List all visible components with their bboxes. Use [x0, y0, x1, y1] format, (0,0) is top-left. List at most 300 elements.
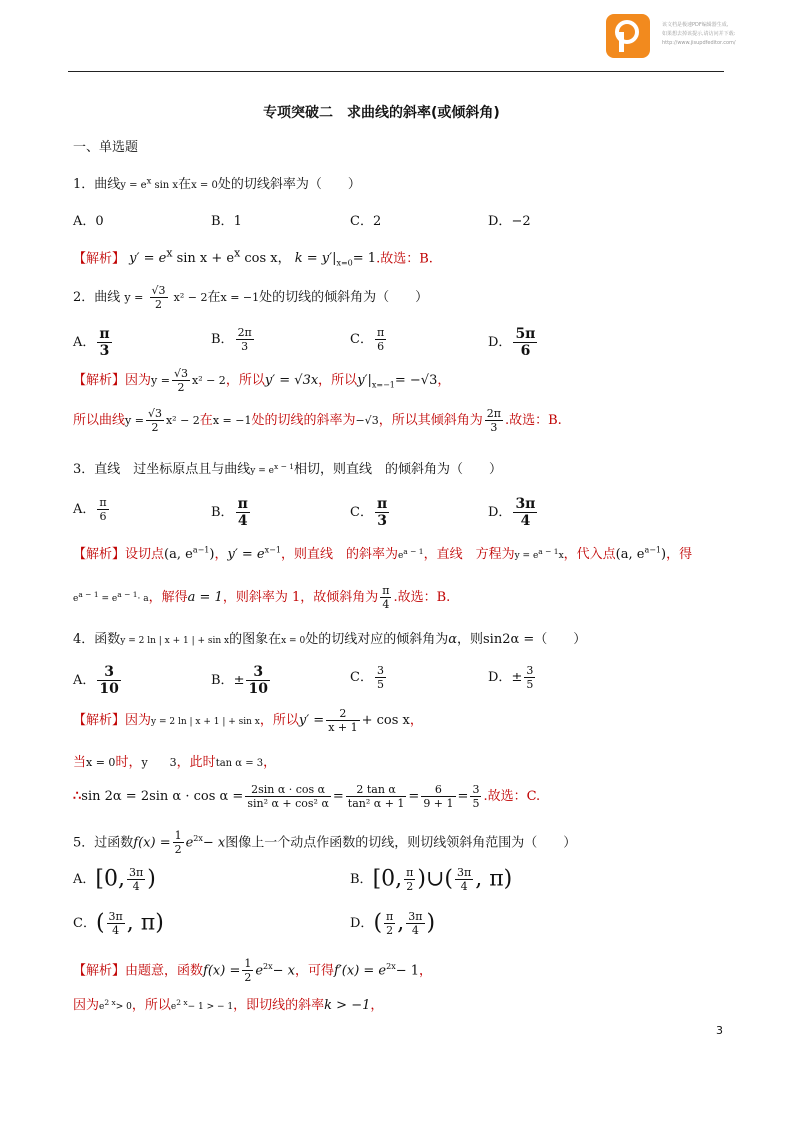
q4-stem-e: sin2α = [483, 632, 535, 647]
q2-b-num: 2π [237, 326, 252, 339]
q4-stem-b: 的图象在 [229, 632, 282, 647]
q1-ana-1: y′ = e [129, 251, 167, 267]
q5-ana-5: ，可得 [295, 963, 335, 979]
logo-stem [619, 32, 624, 52]
q3-ana-5: y′ = e [227, 547, 265, 562]
q4-l3-frac4 [470, 783, 481, 810]
q2-stem-rest: x² − 2 [173, 291, 208, 304]
q3-ana-5sup: x−1 [264, 545, 281, 555]
q2-option-a[interactable] [73, 326, 114, 359]
q4-l3-f4-num: 3 [472, 783, 480, 796]
q3-a-num: π [99, 496, 107, 509]
q5-a-frac [127, 866, 145, 893]
q2-ana-6: y′| [357, 373, 372, 388]
q5-a-label: A． [73, 872, 96, 887]
q3-analysis-line1 [73, 543, 692, 562]
q3-l2-eq [73, 590, 149, 604]
q2-d-frac [513, 326, 537, 359]
q4-stem-c: 处的切线对应的倾斜角为 [305, 632, 449, 647]
q5-ana-4: − x [272, 963, 296, 979]
q2-x0: x = −1 [220, 291, 260, 304]
q5-analysis-line2 [73, 994, 383, 1013]
q1-d-value: −2 [511, 214, 531, 229]
q1-b-label: B． [211, 214, 234, 229]
q5-option-b[interactable] [350, 866, 512, 893]
q3-stem-a: 3．直线 过坐标原点且与曲线 [73, 462, 251, 477]
q4-l3-eq3: = [457, 789, 469, 804]
q5-d-num2: 3π [408, 910, 423, 923]
section-heading: 一、单选题 [73, 140, 139, 155]
q3-ana-line-eq [514, 547, 564, 561]
q5-d-num: π [386, 910, 394, 923]
q2-b-frac [236, 326, 254, 353]
q4-c-frac [375, 664, 386, 691]
q5-b-num2: 3π [456, 866, 472, 879]
q4-l3-eq1: = [332, 789, 344, 804]
q3-ana-10: x [558, 551, 564, 561]
q4-l3-b: sin 2α = 2sin α · cos α = [81, 789, 244, 804]
q1-c-label: C． [350, 214, 373, 229]
q4-l3-f3-num: 6 [421, 783, 455, 797]
q4-l3-f3-den: 9 + 1 [423, 797, 454, 810]
q4-ana-1: 因为 [125, 713, 152, 728]
q3-l2-frac [380, 584, 391, 611]
q3-ana-point1 [164, 547, 214, 562]
q3-ana-13: ) [661, 547, 667, 562]
q2-ana-4: y′ = √3x [264, 373, 319, 388]
q3-ana-12sup: a−1 [644, 545, 662, 555]
q5-stem-frac [173, 829, 184, 856]
q5-ana-frac-den: 2 [244, 971, 252, 985]
q4-l2-f: tan α = 3 [215, 758, 264, 769]
q4-ana-2: y = 2 ln | x + 1 | + sin x [151, 717, 260, 727]
q4-l3-f2-den: tan² α + 1 [347, 797, 405, 810]
q1-option-b[interactable] [211, 210, 242, 229]
q4-l3-frac2 [346, 783, 407, 810]
q3-ana-9: y = e [514, 551, 539, 561]
q5-ana-2: f(x) = [203, 963, 241, 979]
q4-stem-f: （ ） [534, 632, 587, 647]
q4-stem-a: 4．函数 [73, 632, 121, 647]
q5-option-a[interactable] [73, 866, 156, 893]
q1-option-d[interactable] [488, 210, 531, 229]
q1-ana-6: .故选：B. [376, 251, 433, 267]
q5-d-close: ) [426, 910, 436, 936]
q4-l2-b: x = 0 [86, 756, 116, 769]
q3-stem [73, 458, 502, 477]
q2-l2-frac2-num: 2π [486, 407, 501, 420]
q1-ana-4: k = y′| [294, 251, 337, 267]
q5-l2-d: ，所以 [131, 998, 171, 1013]
q4-option-d[interactable] [488, 664, 537, 691]
q2-ana-2: x² − 2 [191, 374, 226, 387]
q2-stem-b: 在 [207, 290, 221, 305]
q5-l2-f: − 1 > − 1 [187, 1002, 234, 1012]
q2-ana-label: 【解析】 [73, 373, 126, 388]
page-title: 专项突破二 求曲线的斜率(或倾斜角) [263, 105, 500, 121]
q5-l2-esup: 2 x [176, 998, 188, 1007]
q4-l3-frac3 [421, 783, 455, 810]
q3-ana-14: ，得 [666, 547, 693, 562]
q3-l2-asup: a − 1 [78, 590, 99, 599]
q2-ana-8: ， [437, 373, 451, 388]
q2-c-num: π [376, 326, 385, 339]
q3-ana-7: e [397, 551, 404, 561]
q5-option-d[interactable] [350, 910, 435, 937]
q5-c-label: C． [73, 916, 96, 931]
q2-l2-c: 在 [199, 413, 213, 428]
q4-stem [73, 628, 586, 647]
q1-analysis [73, 247, 433, 268]
q4-option-b[interactable] [211, 664, 272, 697]
q4-a-den: 10 [99, 681, 119, 697]
q1-ana-5: = 1 [352, 251, 377, 267]
q3-d-num: 3π [515, 496, 536, 512]
q3-ana-slope [397, 547, 424, 561]
q5-stem-esup: 2x [193, 834, 203, 843]
q3-ana-4: ， [214, 547, 228, 562]
q4-c-label: C． [350, 670, 373, 685]
q4-ana-6: ， [409, 713, 423, 728]
q4-d-den: 5 [526, 678, 534, 691]
q5-d-den2: 4 [411, 924, 419, 937]
q3-l2-f: ，则斜率为 1，故倾斜角为 [222, 590, 379, 605]
q5-ana-8: ， [419, 963, 433, 979]
q3-option-c[interactable] [350, 496, 391, 529]
q5-ana-6sup: 2x [386, 962, 396, 971]
q5-ana-label: 【解析】 [73, 963, 126, 979]
q2-l2-frac [146, 407, 164, 434]
q5-a-num: 3π [128, 866, 144, 879]
q2-ana-5: ，所以 [318, 373, 358, 388]
q5-ana-3sup: 2x [263, 962, 273, 971]
q3-stem-b: 相切，则直线 的倾斜角为（ ） [294, 462, 503, 477]
q5-d-open: ( [373, 910, 383, 936]
q5-ana-6: f′(x) = e [334, 963, 387, 979]
q5-c-den: 4 [112, 924, 120, 937]
q5-l2-b: e [99, 1002, 105, 1012]
q1-ana-2: sin x + e [176, 251, 235, 267]
q3-b-frac [236, 496, 250, 529]
q3-ana-6: ，则直线 的斜率为 [280, 547, 398, 562]
q4-l3-f2-num: 2 tan α [346, 783, 407, 797]
q3-ana-8: ，直线 方程为 [423, 547, 515, 562]
q2-d-den: 6 [520, 343, 531, 359]
q3-ana-1: 设切点 [125, 547, 165, 562]
q3-c-label: C． [350, 505, 373, 520]
q5-l2-bsup: 2 x [104, 998, 116, 1007]
q1-x0: x = 0 [191, 180, 218, 191]
q4-ana-5: + cos x [361, 713, 410, 728]
q2-l2-g: .故选：B. [504, 413, 562, 428]
q2-b-den: 3 [241, 340, 249, 353]
q3-d-label: D． [488, 505, 512, 520]
q5-stem-e: e [185, 835, 194, 851]
q3-l2-d: ，解得 [148, 590, 188, 605]
q3-option-b[interactable] [211, 496, 252, 529]
q3-d-den: 4 [520, 513, 531, 529]
q1-ana-3: cos x， [244, 251, 291, 267]
q3-b-den: 4 [237, 513, 248, 529]
q1-stem-b: 在 [178, 177, 192, 192]
q4-ana-4: y′ = [298, 713, 325, 728]
q2-b-label: B． [211, 332, 234, 347]
q1-option-a[interactable] [73, 210, 104, 229]
q5-b-num: π [406, 866, 414, 879]
q4-d-pm: ± [511, 670, 523, 685]
q4-l2-d: y 3 [141, 756, 177, 769]
q3-l2-b: = e [98, 594, 118, 604]
q3-l2-frac-num: π [382, 584, 390, 597]
q4-option-a[interactable] [73, 664, 123, 697]
q5-l2-h: k > −1 [324, 998, 371, 1013]
q4-b-num: 3 [246, 664, 269, 681]
q3-ana-deriv [227, 547, 280, 562]
q2-ana-frac [172, 367, 190, 394]
q5-b-mid: )∪( [417, 866, 453, 892]
q5-stem-b: 图像上一个动点作函数的切线，则切线领斜角范围为（ ） [225, 835, 577, 851]
q2-analysis-line2 [73, 406, 562, 436]
q5-c-num: 3π [108, 910, 123, 923]
q1-ana-4sub: x=0 [336, 258, 353, 268]
q2-a-label: A． [73, 335, 96, 350]
q2-option-b[interactable] [211, 326, 256, 353]
q5-b-frac2 [455, 866, 473, 893]
q2-c-frac [375, 326, 386, 353]
q4-ana-frac-num: 2 [326, 707, 359, 721]
q4-ana-frac-den: x + 1 [328, 721, 358, 734]
q5-stem-frac-den: 2 [174, 843, 182, 857]
q1-b-value: 1 [233, 214, 242, 229]
q4-l2-e: ，此时 [176, 755, 216, 770]
q2-option-d[interactable] [488, 326, 539, 359]
q3-option-d[interactable] [488, 496, 539, 529]
q2-l2-frac2-den: 3 [490, 421, 498, 434]
q5-analysis-line1 [73, 952, 432, 986]
q5-ana-3: e [255, 963, 264, 979]
q4-ana-3: ，所以 [259, 713, 299, 728]
q2-l2-a: 所以曲线 [73, 413, 126, 428]
q3-expr: y = e [250, 466, 274, 476]
q3-a-frac [97, 496, 108, 523]
q5-b-den2: 4 [460, 880, 468, 893]
q3-d-frac [513, 496, 537, 529]
q2-l2-frac2 [485, 407, 503, 434]
q3-a-den: 6 [99, 510, 107, 523]
q5-l2-g: ，即切线的斜率 [233, 998, 325, 1013]
q3-b-num: π [237, 496, 248, 512]
q1-stem-a: 1．曲线 [73, 177, 121, 192]
q2-stem-frac-den: 2 [155, 298, 162, 311]
q4-d-frac [524, 664, 535, 691]
q2-ana-7: = −√3 [394, 373, 438, 388]
header-note-1: 该文档是极速PDF编辑器生成, [662, 22, 729, 28]
q3-ana-12: (a, e [615, 547, 645, 562]
q5-c-open: ( [95, 910, 105, 936]
q4-l3-f1-num: 2sin α · cos α [245, 783, 331, 797]
q4-ana-frac [326, 707, 359, 734]
q3-ana-2sup: a−1 [192, 545, 210, 555]
q2-l2-b: x² − 2 [165, 414, 200, 427]
q1-c-value: 2 [372, 214, 382, 229]
q3-c-den: 3 [377, 513, 387, 529]
q3-ana-11: ，代入点 [563, 547, 616, 562]
q4-x0: x = 0 [281, 636, 306, 646]
q3-analysis-line2 [73, 580, 450, 614]
q2-stem [73, 283, 428, 313]
q4-alpha: α [448, 632, 457, 647]
q2-option-c[interactable] [350, 326, 388, 353]
q5-d-label: D． [350, 916, 374, 931]
q4-l3-eq2: = [408, 789, 420, 804]
q5-fx: f(x) = [133, 835, 171, 851]
q3-l2-c: · a [137, 594, 149, 604]
q3-c-num: π [376, 496, 388, 512]
q3-expr-sup: x − 1 [273, 462, 295, 471]
q3-c-frac [375, 496, 389, 529]
header-note-3: http://www.jisupdfeditor.com/ [662, 40, 736, 46]
q1-expr-sup: x [146, 175, 152, 186]
q5-stem-frac-num: 1 [174, 829, 182, 843]
q5-l2-a: 因为 [73, 998, 100, 1013]
q5-b-close: , π) [475, 866, 513, 892]
q5-b-open: [0, [372, 866, 403, 892]
q1-stem-expr [120, 175, 179, 191]
q3-ana-2: (a, e [164, 547, 193, 562]
q3-ana-point2 [616, 547, 666, 562]
q5-l2-expr1 [99, 998, 132, 1012]
q4-l2-c: 时， [115, 755, 142, 770]
q3-a-label: A． [73, 502, 96, 517]
q5-d-frac2 [406, 910, 424, 937]
q1-ana-2sup: x [234, 247, 241, 260]
q5-b-den: 2 [406, 880, 414, 893]
q4-l3-therefore: ∴ [73, 789, 82, 804]
q3-ana-9sup: a − 1 [538, 547, 559, 556]
q1-expr2: sin x [151, 180, 179, 191]
q4-l3-c: .故选：C. [483, 789, 541, 804]
q2-ana-frac-den: 2 [177, 381, 185, 394]
q2-ana-frac-num: √3 [173, 367, 188, 380]
pdf-editor-logo-icon [606, 14, 650, 58]
q4-option-c[interactable] [350, 664, 388, 691]
q2-stem-a: 2．曲线 [73, 290, 121, 305]
q4-d-label: D． [488, 670, 512, 685]
q2-d-num: 5π [515, 326, 536, 342]
q4-analysis-line3 [73, 781, 540, 813]
q4-b-frac [246, 664, 269, 697]
q5-ana-1: 由题意，函数 [125, 963, 204, 979]
q4-c-den: 5 [376, 678, 384, 691]
q3-l2-frac-den: 4 [382, 598, 390, 611]
q2-ana-3: ，所以 [225, 373, 265, 388]
q5-a-close: ) [147, 866, 156, 892]
q5-stem-a: 5．过函数 [73, 835, 134, 851]
q5-ana-frac [242, 957, 253, 984]
q2-analysis-line1 [73, 366, 450, 401]
q2-ana-1: 因为 [125, 373, 152, 388]
q5-b-frac1 [404, 866, 415, 893]
q1-ana-math [129, 247, 377, 268]
q4-a-frac [97, 664, 120, 697]
q1-expr: y = e [120, 180, 147, 191]
q1-a-value: 0 [95, 214, 104, 229]
q1-ana-label: 【解析】 [73, 251, 126, 267]
q5-a-open: [0, [95, 866, 125, 892]
q2-l2-y: y = [125, 414, 144, 427]
q5-l2-expr2 [170, 998, 234, 1012]
q2-c-den: 6 [377, 340, 385, 353]
q1-d-label: D． [488, 214, 512, 229]
q3-l2-g: .故选：B. [393, 590, 451, 605]
q2-a-den: 3 [99, 343, 110, 359]
q2-ana-6sub: x=−1 [371, 380, 395, 390]
q5-option-c[interactable] [73, 910, 164, 937]
q1-a-label: A． [73, 214, 96, 229]
q3-ana-label: 【解析】 [73, 547, 126, 562]
q2-l2-x: x = −1 [212, 414, 252, 427]
q5-d-mid: , [397, 910, 405, 936]
q5-ana-7: − 1 [395, 963, 420, 979]
q4-l2-a: 当 [73, 755, 87, 770]
q2-l2-d: 处的切线的斜率为 [251, 413, 356, 428]
q4-b-label: B． [211, 673, 234, 688]
q2-a-frac [97, 326, 111, 359]
q1-stem [73, 173, 361, 192]
q4-b-den: 10 [248, 681, 268, 697]
q1-ana-1sup: x [166, 247, 173, 260]
q5-d-frac1 [384, 910, 395, 937]
q4-d-num: 3 [526, 664, 534, 677]
q2-ana-y: y = [151, 374, 170, 387]
q1-stem-c: 处的切线斜率为（ ） [217, 177, 361, 192]
q5-stem-rest: − x [202, 835, 226, 851]
q4-l3-f4-den: 5 [472, 797, 480, 810]
q5-l2-c: > 0 [115, 1002, 132, 1012]
q2-a-num: π [99, 326, 110, 342]
q4-c-num: 3 [376, 664, 384, 677]
q4-expr: y = 2 ln | x + 1 | + sin x [120, 636, 230, 646]
q3-ana-7sup: a − 1 [403, 547, 424, 556]
q2-l2-frac-den: 2 [151, 421, 159, 434]
q4-analysis-line2 [73, 751, 276, 770]
q5-ana-frac-num: 1 [244, 957, 252, 971]
header-rule [68, 71, 724, 72]
q2-stem-c: 处的切线的倾斜角为（ ） [259, 290, 429, 305]
q3-b-label: B． [211, 505, 234, 520]
q4-stem-d: ，则 [457, 632, 484, 647]
q4-l2-g: ， [263, 755, 277, 770]
q1-option-c[interactable] [350, 210, 381, 229]
q3-ana-3: ) [209, 547, 215, 562]
q3-l2-bsup: a − 1 [117, 590, 138, 599]
q5-l2-i: ， [370, 998, 384, 1013]
q4-b-pm: ± [233, 673, 245, 688]
q5-b-label: B． [350, 872, 373, 887]
page-number: 3 [716, 1024, 723, 1037]
q4-l3-f1-den: sin² α + cos² α [247, 797, 329, 810]
q3-l2-e: a = 1 [187, 590, 223, 605]
q5-a-den: 4 [132, 880, 140, 893]
q5-stem [73, 824, 576, 858]
header-note-2: 如果想去掉该提示,请访问并下载: [662, 31, 736, 37]
q2-l2-f: ，所以其倾斜角为 [378, 413, 483, 428]
q3-option-a[interactable] [73, 496, 111, 523]
q2-l2-e: −√3 [355, 414, 379, 427]
q2-stem-frac-num: √3 [151, 284, 166, 297]
q2-y: y = [124, 291, 144, 304]
q2-stem-frac [150, 284, 168, 311]
